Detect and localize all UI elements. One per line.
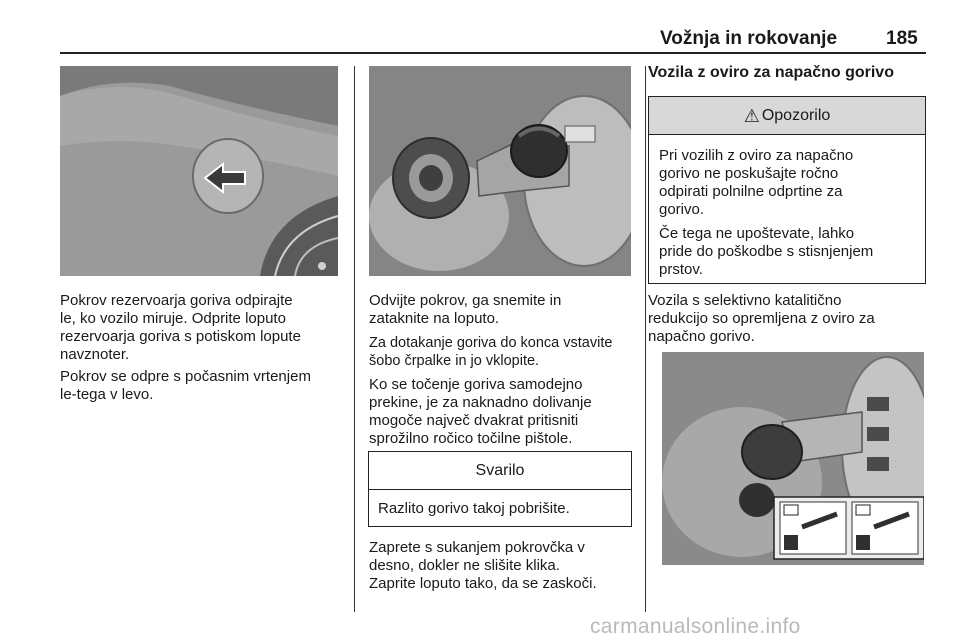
paragraph: Zaprite loputo tako, da se zaskoči. [369, 575, 597, 592]
paragraph: Vozila s selektivno katalitično redukcijo so opremljena z oviro za napačno gorivo. [648, 292, 875, 345]
paragraph: Odvijte pokrov, ga snemite in zataknite na loputo. [369, 292, 562, 327]
chapter-title: Vožnja in rokovanje [660, 28, 838, 49]
watermark: carmanualsonline.info [590, 615, 801, 638]
open-fuel-cap-figure [369, 66, 631, 276]
warning-triangle-icon: ⚠ [743, 105, 760, 126]
column-divider-2 [645, 66, 646, 612]
warning-header [649, 97, 925, 135]
warning-heading: Opozorilo [761, 106, 831, 124]
header-rule [60, 52, 926, 54]
section-title: Vozila z oviro za napačno gorivo [648, 64, 894, 81]
page-number: 185 [886, 28, 918, 49]
paragraph: Pokrov se odpre s počasnim vrtenjem le-tega v levo. [60, 368, 311, 403]
caution-heading: Svarilo [369, 452, 631, 490]
caution-box [368, 451, 632, 527]
paragraph: Zaprete s sukanjem pokrovčka v desno, dokler ne slišite klika. [369, 539, 585, 574]
fuel-flap-figure [60, 66, 338, 276]
misfuel-inhibitor-figure [662, 352, 924, 565]
column-divider-1 [354, 66, 355, 612]
warning-box [648, 96, 926, 284]
caution-text: Razlito gorivo takoj pobrišite. [378, 500, 570, 517]
paragraph: Ko se točenje goriva samodejno prekine, je za naknadno dolivanje mogoče največ dvakrat pritisniti sprožilno ročico točilne pištole. [369, 376, 592, 447]
warning-paragraph: Pri vozilih z oviro za napačno gorivo ne poskušajte ročno odpirati polnilne odprtine za gorivo. [659, 147, 854, 218]
paragraph: Pokrov rezervoarja goriva odpirajte le, ko vozilo miruje. Odprite loputo rezervoarja goriva s potiskom lopute navznoter. [60, 292, 301, 363]
paragraph: Za dotakanje goriva do konca vstavite šobo črpalke in jo vklopite. [369, 335, 613, 369]
warning-paragraph: Če tega ne upoštevate, lahko pride do poškodbe s stisnjenjem prstov. [659, 225, 874, 278]
